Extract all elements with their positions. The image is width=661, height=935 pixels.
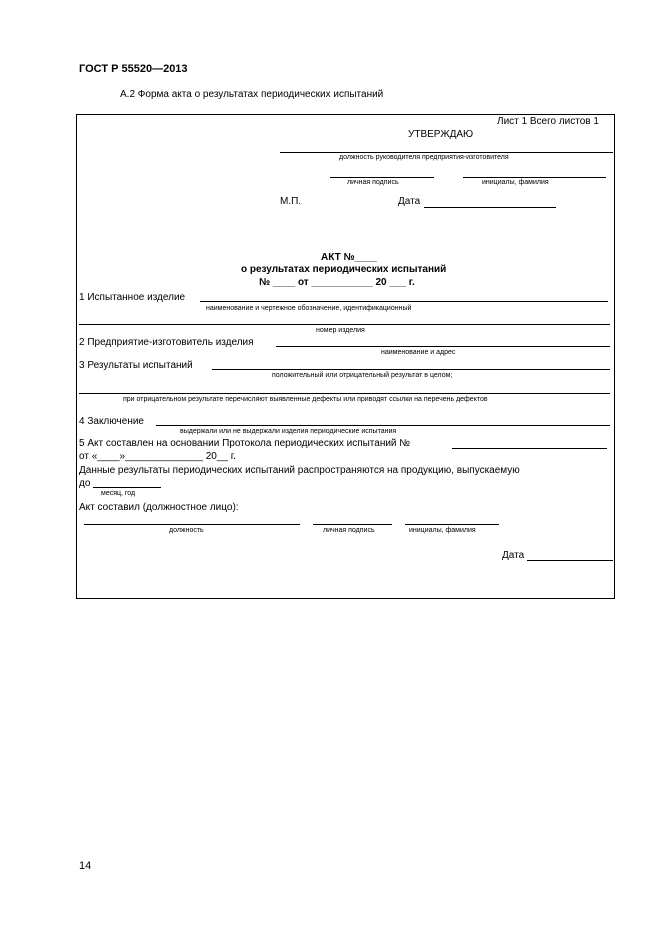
item5-from: от «____»______________ 20__ г. <box>79 451 236 462</box>
item3-label: 3 Результаты испытаний <box>79 360 193 371</box>
sheet-info: Лист 1 Всего листов 1 <box>497 116 599 127</box>
act-subtitle: о результатах периодических испытаний <box>241 264 447 275</box>
item3-caption-2: при отрицательном результате перечисляют выявленные дефекты или приводят ссылки на перечень дефектов <box>123 396 488 403</box>
item4-caption: выдержали или не выдержали изделия периодические испытания <box>180 428 397 435</box>
position-line <box>280 152 613 153</box>
item1-line-2 <box>79 324 610 325</box>
month-caption: месяц, год <box>101 490 136 497</box>
item2-caption: наименование и адрес <box>381 349 456 356</box>
item4-label: 4 Заключение <box>79 416 144 427</box>
job-caption: должность <box>169 527 204 534</box>
act-number-date: № ____ от ___________ 20 ___ г. <box>259 277 415 288</box>
stamp-label: М.П. <box>280 196 302 207</box>
compiled-label: Акт составил (должностное лицо): <box>79 502 239 513</box>
item3-line-2 <box>79 393 610 394</box>
date-label-top: Дата <box>398 196 421 207</box>
act-title: АКТ №____ <box>321 252 377 263</box>
initials-line <box>463 177 606 178</box>
item1-caption-2: номер изделия <box>316 327 365 334</box>
item3-line <box>212 369 610 370</box>
initials-line-2 <box>405 524 499 525</box>
signature-line <box>330 177 434 178</box>
item1-line <box>200 301 608 302</box>
item2-line <box>276 346 610 347</box>
signature-caption: личная подпись <box>347 179 399 186</box>
item3-caption: положительный или отрицательный результат в целом; <box>272 372 453 379</box>
approve-label: УТВЕРЖДАЮ <box>408 129 474 140</box>
document-header: ГОСТ Р 55520—2013 <box>79 63 188 75</box>
item1-label: 1 Испытанное изделие <box>79 292 186 303</box>
signature-line-2 <box>313 524 392 525</box>
position-caption: должность руководителя предприятия-изготовителя <box>339 154 509 161</box>
item2-label: 2 Предприятие-изготовитель изделия <box>79 337 254 348</box>
distribution-until: до <box>79 478 91 489</box>
signature-caption-2: личная подпись <box>323 527 375 534</box>
item4-line <box>156 425 610 426</box>
page-number: 14 <box>79 860 92 872</box>
item5-label: 5 Акт составлен на основании Протокола периодических испытаний № <box>79 438 411 449</box>
date-line-top <box>424 207 556 208</box>
distribution-line <box>93 487 161 488</box>
job-line <box>84 524 300 525</box>
distribution-text: Данные результаты периодических испытаний распространяются на продукцию, выпускаемую <box>79 465 520 476</box>
section-title: А.2 Форма акта о результатах периодических испытаний <box>120 89 384 100</box>
date-line-bottom <box>527 560 613 561</box>
initials-caption-2: инициалы, фамилия <box>409 527 476 534</box>
date-label-bottom: Дата <box>502 550 525 561</box>
item1-caption: наименование и чертежное обозначение, идентификационный <box>206 305 412 312</box>
initials-caption: инициалы, фамилия <box>482 179 549 186</box>
item5-line <box>452 448 607 449</box>
